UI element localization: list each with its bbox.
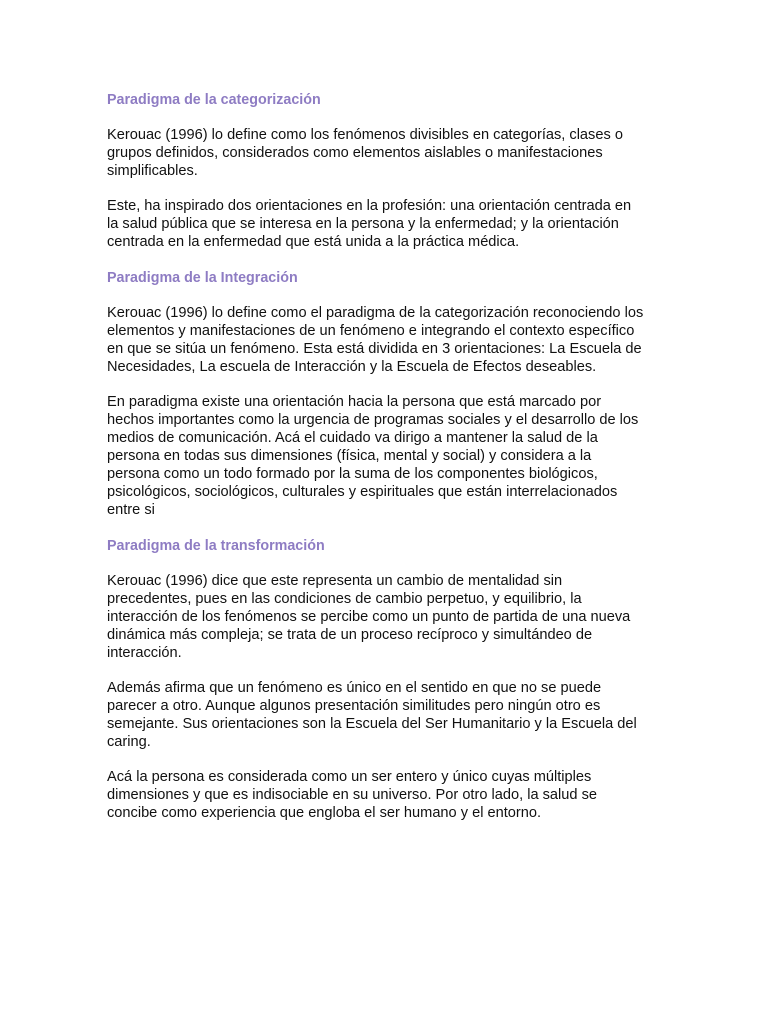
paragraph: Además afirma que un fenómeno es único en el sentido en que no se puede parecer a otro. Aunque algunos presentación similitudes pero ningún otro es semejante. Sus orientaciones son la Escuela del Ser Humanitario y la Escuela del caring. <box>107 680 637 750</box>
paragraph: Kerouac (1996) dice que este representa un cambio de mentalidad sin precedentes, pues en las condiciones de cambio perpetuo, y equilibrio, la interacción de los fenómenos se percibe como un punto de partida de una nueva dinámica más compleja; se trata de un proceso recíproco y simultándeo de interacción. <box>107 573 631 661</box>
paragraph: Acá la persona es considerada como un ser entero y único cuyas múltiples dimensiones y que es indisociable en su universo. Por otro lado, la salud se concibe como experiencia que engloba el ser humano y el entorno. <box>107 769 597 821</box>
section-integracion <box>107 268 667 519</box>
section-heading: Paradigma de la Integración <box>107 270 298 286</box>
section-transformacion <box>107 536 667 822</box>
paragraph: En paradigma existe una orientación hacia la persona que está marcado por hechos importantes como la urgencia de programas sociales y el desarrollo de los medios de comunicación. Acá el cuidado va dirigo a mantener la salud de la persona en todas sus dimensiones (física, mental y social) y considera a la persona como un todo formado por la suma de los componentes biológicos, psicológicos, sociológicos, culturales y espirituales que están interrelacionados entre si <box>107 394 639 518</box>
section-heading: Paradigma de la transformación <box>107 538 325 554</box>
document-page <box>107 90 667 839</box>
paragraph: Kerouac (1996) lo define como el paradigma de la categorización reconociendo los elementos y manifestaciones de un fenómeno e integrando el contexto específico en que se sitúa un fenómeno. Esta está dividida en 3 orientaciones: La Escuela de Necesidades, La escuela de Interacción y la Escuela de Efectos deseables. <box>107 305 644 375</box>
paragraph: Este, ha inspirado dos orientaciones en la profesión: una orientación centrada en la salud pública que se interesa en la persona y la enfermedad; y la orientación centrada en la enfermedad que está unida a la práctica médica. <box>107 198 632 250</box>
section-heading: Paradigma de la categorización <box>107 92 321 108</box>
section-categorizacion <box>107 90 667 251</box>
paragraph: Kerouac (1996) lo define como los fenómenos divisibles en categorías, clases o grupos definidos, considerados como elementos aislables o manifestaciones simplificables. <box>107 127 623 179</box>
